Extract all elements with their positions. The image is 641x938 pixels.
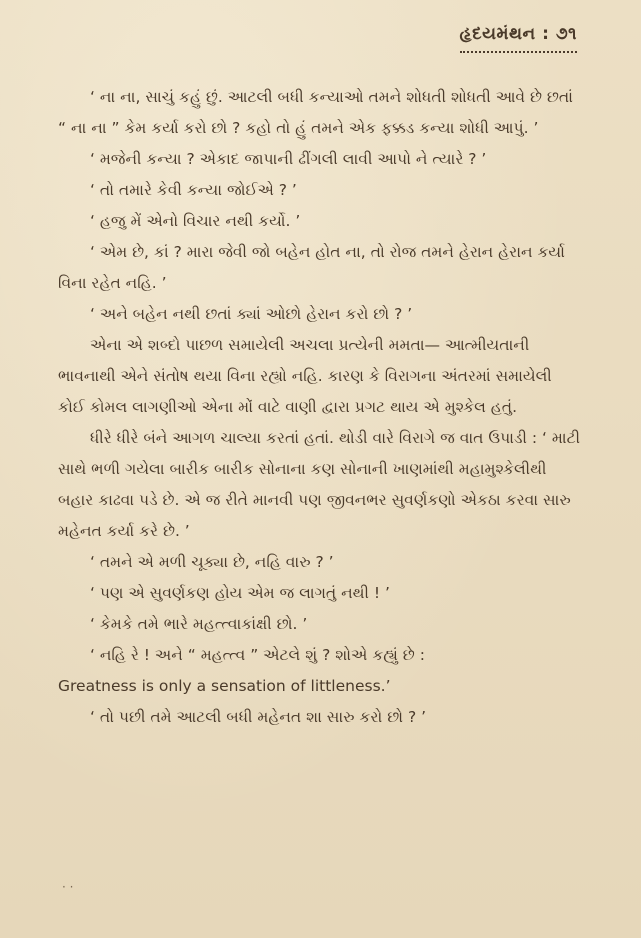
paragraph: ‘ હજુ મેં એનો વિચાર નથી કર્યો. ’ (90, 212, 301, 230)
english-quote: Greatness is only a sensation of littleness.’ (58, 677, 391, 695)
paragraph: ‘ એમ છે, કાં ? મારા જેવી જો બહેન હોત ના, તો રોજ તમને હેરાન હેરાન કર્યા વિના રહેત નહિ. ’ (58, 243, 565, 292)
paragraph: ‘ ના ના, સાચું કહું છું. આટલી બધી કન્યાઓ તમને શોધતી શોધતી આવે છે છતાં “ ના ના ” કેમ કર્યા કરો છો ? કહો તો હું તમને એક ફક્કડ કન્યા શોધી આપું. ’ (58, 88, 573, 137)
body-text (58, 82, 582, 733)
header-title: હૃદયમંથન : ૭૧ (459, 24, 577, 44)
paragraph: ‘ નહિ રે ! અને “ મહત્ત્વ ” એટલે શું ? શોએ કહ્યું છે : (90, 646, 425, 664)
page-header (460, 24, 578, 53)
paragraph: ધીરે ધીરે બંને આગળ ચાલ્યા કરતાં હતાં. થોડી વારે વિરાગે જ વાત ઉપાડી : ‘ માટી સાથે ભળી ગયેલા બારીક બારીક સોનાના કણ સોનાની ખાણમાંથી મહામુશ્કેલીથી બહાર કાઢવા પડે છે. એ જ રીતે માનવી પણ જીવનભર સુવર્ણકણો એકઠા કરવા સારુ મહેનત કર્યા કરે છે. ’ (58, 429, 581, 540)
paragraph: ‘ કેમકે તમે ભારે મહત્ત્વાકાંક્ષી છો. ’ (90, 615, 308, 633)
paragraph: ‘ તો પછી તમે આટલી બધી મહેનત શા સારુ કરો છો ? ’ (90, 708, 427, 726)
paragraph: ‘ અને બહેન નથી છતાં ક્યાં ઓછો હેરાન કરો છો ? ’ (90, 305, 413, 323)
paragraph: એના એ શબ્દો પાછળ સમાયેલી અચલા પ્રત્યેની મમતા— આત્મીયતાની ભાવનાથી એને સંતોષ થયા વિના રહ્યો નહિ. કારણ કે વિરાગના અંતરમાં સમાયેલી કોઈ કોમલ લાગણીઓ એના મોં વાટે વાણી દ્વારા પ્રગટ થાય એ મુશ્કેલ હતું. (58, 336, 552, 416)
paragraph: ‘ પણ એ સુવર્ણકણ હોય એમ જ લાગતું નથી ! ’ (90, 584, 390, 602)
print-mark: · · (62, 880, 74, 894)
paragraph: ‘ તમને એ મળી ચૂક્યા છે, નહિ વારુ ? ’ (90, 553, 334, 571)
paragraph: ‘ મજેની કન્યા ? એકાદ જાપાની ઢીંગલી લાવી આપો ને ત્યારે ? ’ (90, 150, 487, 168)
paragraph: ‘ તો તમારે કેવી કન્યા જોઈએ ? ’ (90, 181, 297, 199)
header-underline (460, 47, 578, 53)
